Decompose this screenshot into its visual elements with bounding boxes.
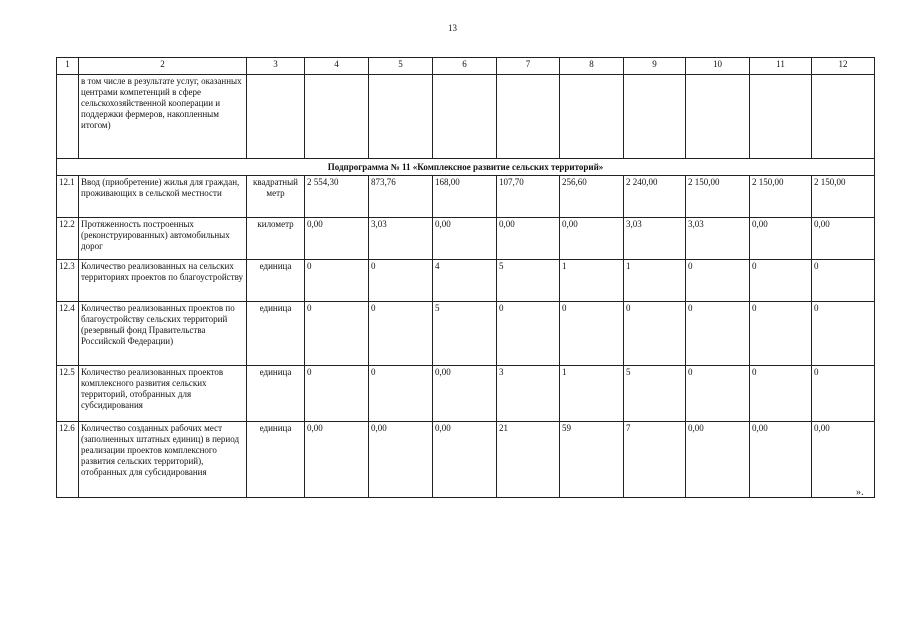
value-cell [560, 75, 624, 159]
value-cell: 168,00 [433, 176, 497, 218]
table-row [57, 366, 875, 422]
value-cell [812, 75, 875, 159]
value-cell [305, 75, 369, 159]
row-number: 12.6 [57, 422, 79, 498]
column-header-5: 5 [369, 58, 433, 75]
value-cell: 0,00 [812, 422, 875, 498]
value-cell: 0,00 [433, 218, 497, 260]
value-cell: 0 [305, 302, 369, 366]
value-cell [497, 75, 560, 159]
value-cell [369, 75, 433, 159]
value-cell: 0 [497, 302, 560, 366]
column-header-3: 3 [247, 58, 305, 75]
value-cell: 0 [624, 302, 686, 366]
table-row [57, 176, 875, 218]
table-body [57, 75, 875, 498]
value-cell: 0 [686, 260, 750, 302]
table-row [57, 218, 875, 260]
column-header-12: 12 [812, 58, 875, 75]
indicator-name-cell: Протяженность построенных (реконструированных) автомобильных дорог [79, 218, 247, 260]
indicator-name-cell: Количество реализованных проектов по благоустройству сельских территорий (резервный фонд Правительства Российской Федерации) [79, 302, 247, 366]
column-number-row [57, 58, 875, 75]
unit-cell: единица [247, 422, 305, 498]
value-cell: 2 150,00 [686, 176, 750, 218]
table-row [57, 302, 875, 366]
indicator-name-cell: в том числе в результате услуг, оказанных центрами компетенций в сфере сельскохозяйственной кооперации и поддержки фермеров, накопленным итогом) [79, 75, 247, 159]
value-cell: 0,00 [305, 422, 369, 498]
subprogram-row [57, 159, 875, 176]
value-cell: 0,00 [433, 422, 497, 498]
value-cell: 0 [305, 366, 369, 422]
value-cell: 0,00 [497, 218, 560, 260]
unit-cell: единица [247, 302, 305, 366]
value-cell: 5 [433, 302, 497, 366]
value-cell: 0 [750, 260, 812, 302]
value-cell [686, 75, 750, 159]
value-cell: 0 [750, 366, 812, 422]
subprogram-title: Подпрограмма № 11 «Комплексное развитие сельских территорий» [57, 159, 875, 176]
indicator-name-cell: Количество реализованных проектов комплексного развития сельских территорий, отобранных для субсидирования [79, 366, 247, 422]
continuation-row [57, 75, 875, 159]
value-cell: 3,03 [686, 218, 750, 260]
value-cell: 0 [812, 260, 875, 302]
value-cell [750, 75, 812, 159]
value-cell: 2 150,00 [750, 176, 812, 218]
value-cell: 0,00 [750, 422, 812, 498]
column-header-10: 10 [686, 58, 750, 75]
value-cell: 2 554,30 [305, 176, 369, 218]
value-cell: 3,03 [369, 218, 433, 260]
value-cell: 0,00 [750, 218, 812, 260]
row-number: 12.1 [57, 176, 79, 218]
value-cell: 0,00 [686, 422, 750, 498]
value-cell: 0 [369, 366, 433, 422]
value-cell: 0 [686, 366, 750, 422]
value-cell: 0,00 [433, 366, 497, 422]
value-cell: 0,00 [305, 218, 369, 260]
value-cell: 0,00 [369, 422, 433, 498]
value-cell: 107,70 [497, 176, 560, 218]
value-cell: 3 [497, 366, 560, 422]
value-cell: 0 [686, 302, 750, 366]
value-cell: 21 [497, 422, 560, 498]
closing-quote-mark: ». [856, 487, 864, 498]
value-cell: 2 150,00 [812, 176, 875, 218]
rownum-cell [57, 75, 79, 159]
row-number: 12.3 [57, 260, 79, 302]
column-header-2: 2 [79, 58, 247, 75]
value-cell: 873,76 [369, 176, 433, 218]
column-header-1: 1 [57, 58, 79, 75]
unit-cell: квадратный метр [247, 176, 305, 218]
indicator-name-cell: Количество реализованных на сельских территориях проектов по благоустройству [79, 260, 247, 302]
value-cell [624, 75, 686, 159]
value-cell: 0,00 [560, 218, 624, 260]
indicator-name-cell: Количество созданных рабочих мест (заполненных штатных единиц) в период реализации проектов комплексного развития сельских территорий), отобранных для субсидирования [79, 422, 247, 498]
value-cell: 0 [560, 302, 624, 366]
column-header-9: 9 [624, 58, 686, 75]
value-cell: 0,00 [812, 218, 875, 260]
column-header-4: 4 [305, 58, 369, 75]
unit-cell: километр [247, 218, 305, 260]
row-number: 12.2 [57, 218, 79, 260]
value-cell [433, 75, 497, 159]
value-cell: 7 [624, 422, 686, 498]
value-cell: 0 [812, 302, 875, 366]
value-cell: 5 [497, 260, 560, 302]
value-cell: 59 [560, 422, 624, 498]
value-cell: 0 [750, 302, 812, 366]
unit-cell: единица [247, 260, 305, 302]
column-header-11: 11 [750, 58, 812, 75]
value-cell: 0 [305, 260, 369, 302]
row-number: 12.4 [57, 302, 79, 366]
value-cell: 1 [560, 260, 624, 302]
column-header-6: 6 [433, 58, 497, 75]
value-cell: 4 [433, 260, 497, 302]
column-header-8: 8 [560, 58, 624, 75]
page-number: 13 [448, 23, 457, 33]
value-cell: 0 [369, 302, 433, 366]
value-cell: 5 [624, 366, 686, 422]
row-number: 12.5 [57, 366, 79, 422]
value-cell: 0 [812, 366, 875, 422]
value-cell: 256,60 [560, 176, 624, 218]
value-cell: 0 [369, 260, 433, 302]
column-header-7: 7 [497, 58, 560, 75]
value-cell: 1 [560, 366, 624, 422]
value-cell: 2 240,00 [624, 176, 686, 218]
indicators-table [56, 57, 875, 498]
value-cell: 1 [624, 260, 686, 302]
table-row [57, 422, 875, 498]
value-cell: 3,03 [624, 218, 686, 260]
indicator-name-cell: Ввод (приобретение) жилья для граждан, проживающих в сельской местности [79, 176, 247, 218]
unit-cell: единица [247, 366, 305, 422]
table-row [57, 260, 875, 302]
unit-cell [247, 75, 305, 159]
